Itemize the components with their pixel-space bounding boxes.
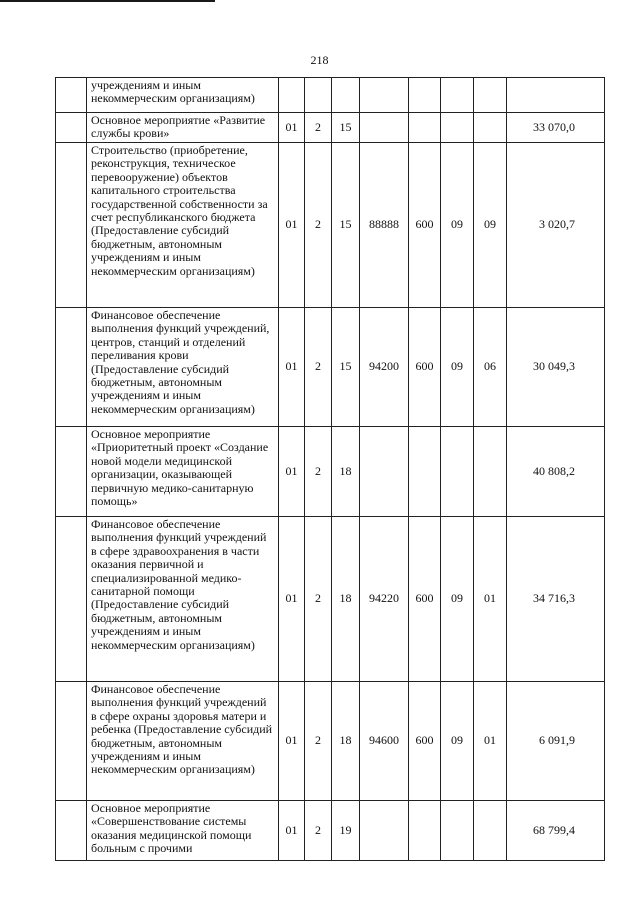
section-code-cell [441, 427, 474, 517]
budget-table [55, 77, 605, 861]
main-event-code-cell: 18 [332, 427, 360, 517]
table-body [56, 78, 605, 861]
row-name-cell: учреждениям и иным некоммерческим организациям) [87, 78, 279, 113]
target-article-code-cell [360, 801, 409, 861]
program-code-cell: 01 [279, 113, 305, 143]
subprogram-code-cell: 2 [305, 682, 332, 801]
program-code-cell: 01 [279, 801, 305, 861]
blank-cell [56, 682, 87, 801]
section-code-cell: 09 [441, 308, 474, 427]
blank-cell [56, 308, 87, 427]
section-code-cell [441, 801, 474, 861]
blank-cell [56, 78, 87, 113]
main-event-code-cell [332, 78, 360, 113]
blank-cell [56, 427, 87, 517]
subsection-code-cell: 01 [474, 682, 507, 801]
target-article-code-cell [360, 78, 409, 113]
target-article-code-cell: 94600 [360, 682, 409, 801]
target-article-code-cell: 94200 [360, 308, 409, 427]
section-code-cell: 09 [441, 143, 474, 308]
row-name-cell: Основное мероприятие «Совершенствование системы оказания медицинской помощи больным с прочими [87, 801, 279, 861]
subsection-code-cell [474, 801, 507, 861]
row-name-cell: Финансовое обеспечение выполнения функций учреждений в сфере здравоохранения в части оказания первичной и специализированной медико-санитарной помощи (Предоставление субсидий бюджетным, автономным учреждениям и иным некоммерческим организациям) [87, 517, 279, 682]
target-article-code-cell: 94220 [360, 517, 409, 682]
amount-cell: 33 070,0 [507, 113, 605, 143]
subprogram-code-cell: 2 [305, 427, 332, 517]
amount-cell: 68 799,4 [507, 801, 605, 861]
blank-cell [56, 143, 87, 308]
row-name-cell: Финансовое обеспечение выполнения функций учреждений в сфере охраны здоровья матери и ребенка (Предоставление субсидий бюджетным, автономным учреждениям и иным некоммерческим организациям) [87, 682, 279, 801]
subprogram-code-cell: 2 [305, 517, 332, 682]
table-row [56, 427, 605, 517]
amount-cell: 3 020,7 [507, 143, 605, 308]
table-row [56, 308, 605, 427]
subprogram-code-cell: 2 [305, 143, 332, 308]
expense-type-code-cell: 600 [409, 682, 441, 801]
section-code-cell: 09 [441, 517, 474, 682]
program-code-cell: 01 [279, 427, 305, 517]
expense-type-code-cell [409, 78, 441, 113]
expense-type-code-cell: 600 [409, 143, 441, 308]
main-event-code-cell: 19 [332, 801, 360, 861]
row-name-cell: Основное мероприятие «Приоритетный проект «Создание новой модели медицинской организации, оказывающей первичную медико-санитарную помощь» [87, 427, 279, 517]
expense-type-code-cell [409, 427, 441, 517]
blank-cell [56, 113, 87, 143]
program-code-cell: 01 [279, 517, 305, 682]
main-event-code-cell: 15 [332, 143, 360, 308]
program-code-cell: 01 [279, 308, 305, 427]
table-row [56, 517, 605, 682]
table-row [56, 78, 605, 113]
row-name-cell: Финансовое обеспечение выполнения функций учреждений, центров, станций и отделений переливания крови (Предоставление субсидий бюджетным, автономным учреждениям и иным некоммерческим организациям) [87, 308, 279, 427]
amount-cell [507, 78, 605, 113]
subprogram-code-cell: 2 [305, 113, 332, 143]
amount-cell: 40 808,2 [507, 427, 605, 517]
subsection-code-cell: 09 [474, 143, 507, 308]
program-code-cell: 01 [279, 682, 305, 801]
section-code-cell [441, 78, 474, 113]
subsection-code-cell [474, 78, 507, 113]
row-name-cell: Основное мероприятие «Развитие службы крови» [87, 113, 279, 143]
amount-cell: 30 049,3 [507, 308, 605, 427]
target-article-code-cell: 88888 [360, 143, 409, 308]
subsection-code-cell [474, 113, 507, 143]
target-article-code-cell [360, 427, 409, 517]
table-row [56, 113, 605, 143]
expense-type-code-cell: 600 [409, 517, 441, 682]
program-code-cell [279, 78, 305, 113]
section-code-cell: 09 [441, 682, 474, 801]
table-row [56, 143, 605, 308]
program-code-cell: 01 [279, 143, 305, 308]
section-code-cell [441, 113, 474, 143]
table-row [56, 682, 605, 801]
subprogram-code-cell: 2 [305, 308, 332, 427]
expense-type-code-cell [409, 113, 441, 143]
blank-cell [56, 801, 87, 861]
target-article-code-cell [360, 113, 409, 143]
amount-cell: 6 091,9 [507, 682, 605, 801]
main-event-code-cell: 15 [332, 113, 360, 143]
subsection-code-cell: 01 [474, 517, 507, 682]
expense-type-code-cell: 600 [409, 308, 441, 427]
subprogram-code-cell [305, 78, 332, 113]
main-event-code-cell: 18 [332, 517, 360, 682]
expense-type-code-cell [409, 801, 441, 861]
row-name-cell: Строительство (приобретение, реконструкция, техническое перевооружение) объектов капитального строительства государственной собственности за счет республиканского бюджета (Предоставление субсидий бюджетным, автономным учреждениям и иным некоммерческим организациям) [87, 143, 279, 308]
blank-cell [56, 517, 87, 682]
amount-cell: 34 716,3 [507, 517, 605, 682]
scan-edge-line [0, 0, 215, 2]
subsection-code-cell: 06 [474, 308, 507, 427]
main-event-code-cell: 18 [332, 682, 360, 801]
main-event-code-cell: 15 [332, 308, 360, 427]
subprogram-code-cell: 2 [305, 801, 332, 861]
subsection-code-cell [474, 427, 507, 517]
table-row [56, 801, 605, 861]
page-number: 218 [310, 53, 329, 67]
